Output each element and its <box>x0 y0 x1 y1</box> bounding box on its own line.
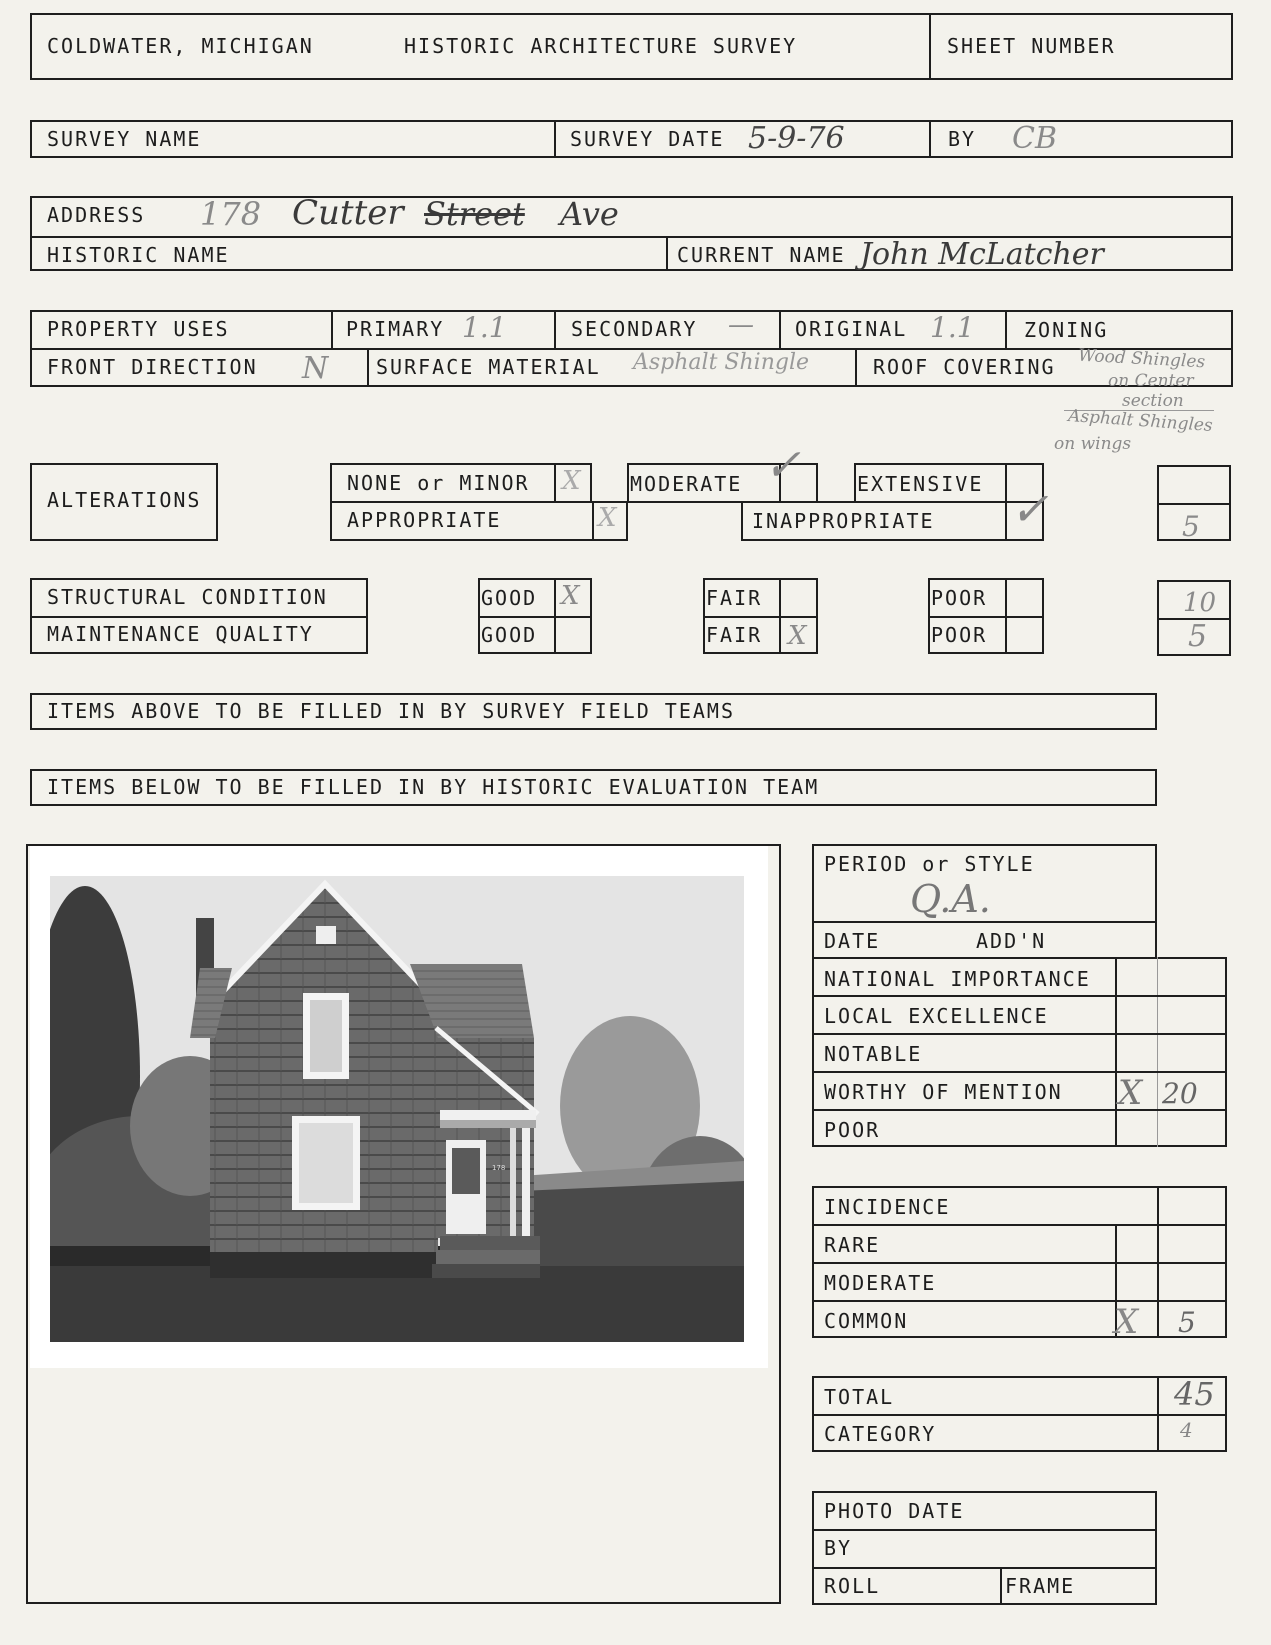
incidence-moderate-label: MODERATE <box>824 1271 937 1295</box>
zoning-label: ZONING <box>1024 318 1109 342</box>
incidence-label: INCIDENCE <box>824 1195 951 1219</box>
extensive-label: EXTENSIVE <box>857 472 984 496</box>
structural-good-label: GOOD <box>481 586 538 610</box>
address-suffix: Ave <box>560 195 619 233</box>
current-name-value: John McLatcher <box>860 237 1104 272</box>
common-mark: X <box>1114 1302 1139 1342</box>
roof-covering-label: ROOF COVERING <box>873 355 1056 379</box>
worthy-mark: X <box>1118 1073 1143 1113</box>
address-street: Cutter <box>292 193 404 233</box>
primary-label: PRIMARY <box>346 317 445 341</box>
survey-date-value: 5-9-76 <box>748 121 845 156</box>
property-uses-label: PROPERTY USES <box>47 317 230 341</box>
front-direction-label: FRONT DIRECTION <box>47 355 258 379</box>
maintenance-fair-mark: X <box>788 621 807 651</box>
photo-by-label: BY <box>824 1536 853 1560</box>
address-number: 178 <box>200 195 262 233</box>
maintenance-score: 5 <box>1188 619 1208 654</box>
property-photo <box>30 846 768 1368</box>
address-label: ADDRESS <box>47 203 146 227</box>
current-name-label: CURRENT NAME <box>677 243 846 267</box>
moderate-mark: ✓ <box>764 440 801 491</box>
maintenance-poor-label: POOR <box>931 623 988 647</box>
appropriate-label: APPROPRIATE <box>347 508 502 532</box>
photo-date-label: PHOTO DATE <box>824 1499 965 1523</box>
category-value: 4 <box>1180 1418 1193 1442</box>
none-minor-label: NONE or MINOR <box>347 471 530 495</box>
survey-by-value: CB <box>1012 121 1057 156</box>
roll-label: ROLL <box>824 1574 881 1598</box>
category-label: CATEGORY <box>824 1422 937 1446</box>
maintenance-good-label: GOOD <box>481 623 538 647</box>
alterations-label: ALTERATIONS <box>47 488 202 512</box>
alterations-score: 5 <box>1182 510 1200 543</box>
maintenance-fair-label: FAIR <box>706 623 763 647</box>
period-style-value: Q.A. <box>910 877 991 921</box>
roof-note-4: Asphalt Shingles <box>1067 405 1214 437</box>
address-struck-word: Street <box>424 195 525 233</box>
roof-note-1: Wood Shingles <box>1077 345 1206 373</box>
surface-material-value: Asphalt Shingle <box>633 350 809 375</box>
survey-date-label: SURVEY DATE <box>570 127 725 151</box>
items-above-note: ITEMS ABOVE TO BE FILLED IN BY SURVEY FIELD TEAMS <box>47 699 736 723</box>
local-excellence-label: LOCAL EXCELLENCE <box>824 1004 1049 1028</box>
structural-good-mark: X <box>561 581 580 611</box>
roof-note-2: on Center <box>1108 371 1194 391</box>
front-direction-value: N <box>302 351 329 386</box>
house-number: 178 <box>492 1164 506 1172</box>
survey-name-label: SURVEY NAME <box>47 127 202 151</box>
inappropriate-label: INAPPROPRIATE <box>752 509 935 533</box>
worthy-of-mention-label: WORTHY OF MENTION <box>824 1080 1063 1104</box>
national-importance-label: NATIONAL IMPORTANCE <box>824 967 1091 991</box>
house-photo <box>50 876 744 1342</box>
maintenance-quality-label: MAINTENANCE QUALITY <box>47 622 314 646</box>
none-minor-mark: X <box>562 466 581 496</box>
appropriate-mark: X <box>598 503 617 533</box>
total-value: 45 <box>1174 1375 1215 1413</box>
city-label: COLDWATER, MICHIGAN <box>47 34 314 58</box>
survey-by-label: BY <box>948 127 977 151</box>
structural-fair-label: FAIR <box>706 586 763 610</box>
secondary-value: — <box>728 310 754 340</box>
secondary-label: SECONDARY <box>571 317 698 341</box>
common-label: COMMON <box>824 1309 909 1333</box>
roof-note-3: section <box>1122 391 1184 411</box>
eval-poor-label: POOR <box>824 1118 881 1142</box>
frame-label: FRAME <box>1005 1574 1076 1598</box>
items-below-note: ITEMS BELOW TO BE FILLED IN BY HISTORIC EVALUATION TEAM <box>47 775 820 799</box>
structural-score: 10 <box>1183 588 1217 618</box>
structural-poor-label: POOR <box>931 586 988 610</box>
date-label: DATE <box>824 929 881 953</box>
roof-note-5: on wings <box>1054 434 1132 454</box>
total-label: TOTAL <box>824 1385 895 1409</box>
rare-label: RARE <box>824 1233 881 1257</box>
inappropriate-mark: ✓ <box>1010 482 1049 536</box>
original-label: ORIGINAL <box>795 317 908 341</box>
structural-condition-label: STRUCTURAL CONDITION <box>47 585 328 609</box>
moderate-label: MODERATE <box>630 472 743 496</box>
historic-name-label: HISTORIC NAME <box>47 243 230 267</box>
form-title: HISTORIC ARCHITECTURE SURVEY <box>404 34 798 58</box>
common-score: 5 <box>1178 1306 1196 1339</box>
addn-label: ADD'N <box>976 929 1047 953</box>
primary-value: 1.1 <box>462 311 507 344</box>
period-style-label: PERIOD or STYLE <box>824 852 1035 876</box>
original-value: 1.1 <box>930 311 975 344</box>
worthy-score: 20 <box>1162 1077 1198 1110</box>
surface-material-label: SURFACE MATERIAL <box>376 355 601 379</box>
notable-label: NOTABLE <box>824 1042 923 1066</box>
sheet-number-label: SHEET NUMBER <box>947 34 1116 58</box>
